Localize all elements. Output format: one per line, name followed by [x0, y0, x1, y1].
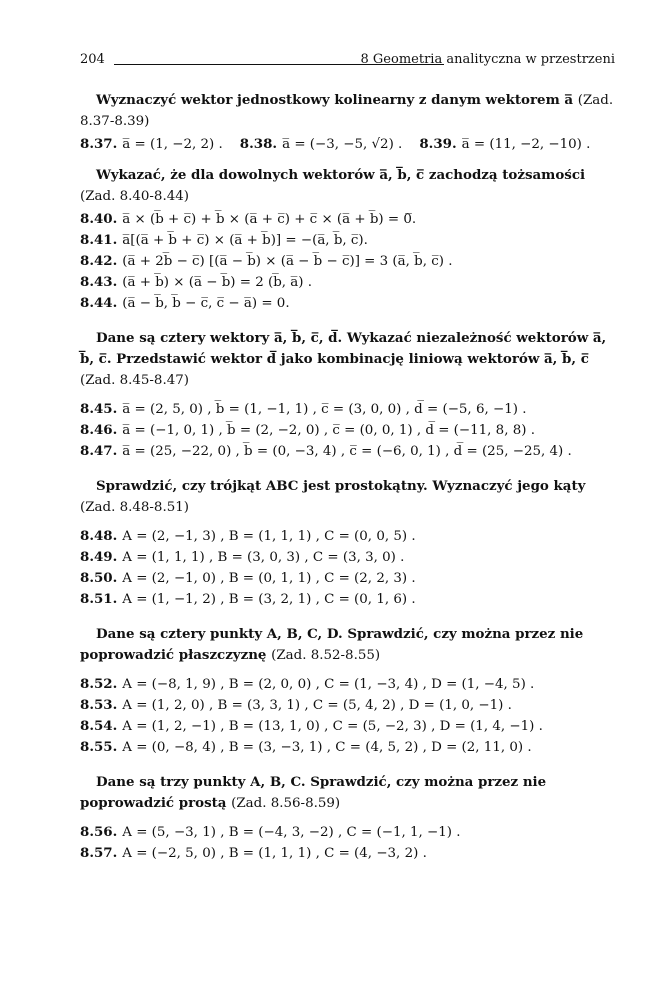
exercise-item: 8.40. a̅ × (b̅ + c̅) + b̅ × (a̅ + c̅) + c̅ × (a̅ + b̅) = 0̅. — [80, 211, 417, 227]
exercise-line: 8.37. a̅ = (1, −2, 2) . 8.38. a̅ = (−3, −5, √2) . 8.39. a̅ = (11, −2, −10) . — [80, 136, 591, 152]
exercise-item: 8.51. A = (1, −1, 2) , B = (3, 2, 1) , C = (0, 1, 6) . — [80, 591, 416, 607]
exercise-item: 8.46. a̅ = (−1, 0, 1) , b̅ = (2, −2, 0) , c̅ = (0, 0, 1) , d̅ = (−11, 8, 8) . — [80, 422, 535, 438]
exercise-item: 8.47. a̅ = (25, −22, 0) , b̅ = (0, −3, 4) , c̅ = (−6, 0, 1) , d̅ = (25, −25, 4) . — [80, 443, 572, 459]
group-instruction: Dane są cztery punkty A, B, C, D. Sprawdzić, czy można przez nie poprowadzić płaszczyznę (Zad. 8.52-8.55) — [80, 626, 584, 663]
exercise-item: 8.41. a̅[(a̅ + b̅ + c̅) × (a̅ + b̅)] = −(a̅, b̅, c̅). — [80, 232, 368, 248]
exercise-group-coplanar-points — [80, 624, 615, 758]
group-instruction: Wyznaczyć wektor jednostkowy kolinearny z danym wektorem a̅ (Zad. 8.37-8.39) — [80, 92, 614, 129]
exercise-group-identities — [80, 165, 615, 314]
exercise-item: 8.42. (a̅ + 2b̅ − c̅) [(a̅ − b̅) × (a̅ − b̅ − c̅)] = 3 (a̅, b̅, c̅) . — [80, 253, 453, 269]
page-header — [80, 52, 615, 74]
exercise-item: 8.55. A = (0, −8, 4) , B = (3, −3, 1) , C = (4, 5, 2) , D = (2, 11, 0) . — [80, 739, 532, 755]
exercise-group-right-triangle — [80, 476, 615, 610]
group-instruction: Dane są trzy punkty A, B, C. Sprawdzić, czy można przez nie poprowadzić prostą (Zad. 8.56-8.59) — [80, 774, 547, 811]
exercise-item: 8.44. (a̅ − b̅, b̅ − c̅, c̅ − a̅) = 0. — [80, 295, 290, 311]
exercise-item: 8.43. (a̅ + b̅) × (a̅ − b̅) = 2 (b̅, a̅) . — [80, 274, 313, 290]
exercise-item: 8.57. A = (−2, 5, 0) , B = (1, 1, 1) , C = (4, −3, 2) . — [80, 845, 427, 861]
group-instruction: Wykazać, że dla dowolnych wektorów a̅, b̅, c̅ zachodzą tożsamości (Zad. 8.40-8.44) — [80, 167, 586, 204]
exercise-item: 8.48. A = (2, −1, 3) , B = (1, 1, 1) , C = (0, 0, 5) . — [80, 528, 416, 544]
page-number: 204 — [80, 52, 105, 67]
exercise-item: 8.49. A = (1, 1, 1) , B = (3, 0, 3) , C = (3, 3, 0) . — [80, 549, 405, 565]
exercise-item: 8.50. A = (2, −1, 0) , B = (0, 1, 1) , C = (2, 2, 3) . — [80, 570, 416, 586]
page-content — [80, 86, 615, 864]
exercise-group-collinear-points — [80, 772, 615, 864]
chapter-title: 8 Geometria analityczna w przestrzeni — [360, 52, 615, 67]
exercise-group-unit-vector — [80, 90, 615, 155]
exercise-item: 8.54. A = (1, 2, −1) , B = (13, 1, 0) , C = (5, −2, 3) , D = (1, 4, −1) . — [80, 718, 543, 734]
exercise-item: 8.45. a̅ = (2, 5, 0) , b̅ = (1, −1, 1) , c̅ = (3, 0, 0) , d̅ = (−5, 6, −1) . — [80, 401, 527, 417]
exercise-item: 8.56. A = (5, −3, 1) , B = (−4, 3, −2) , C = (−1, 1, −1) . — [80, 824, 461, 840]
group-instruction: Dane są cztery wektory a̅, b̅, c̅, d̅. Wykazać niezależność wektorów a̅, b̅, c̅. Przedstawić wektor d̅ jako kombinację liniową wektorów a̅, b̅, c̅ (Zad. 8.45-8.47) — [80, 330, 607, 388]
exercise-group-linear-combination — [80, 328, 615, 462]
exercise-item: 8.52. A = (−8, 1, 9) , B = (2, 0, 0) , C = (1, −3, 4) , D = (1, −4, 5) . — [80, 676, 535, 692]
group-instruction: Sprawdzić, czy trójkąt ABC jest prostokątny. Wyznaczyć jego kąty (Zad. 8.48-8.51) — [80, 478, 586, 515]
exercise-item: 8.53. A = (1, 2, 0) , B = (3, 3, 1) , C = (5, 4, 2) , D = (1, 0, −1) . — [80, 697, 512, 713]
